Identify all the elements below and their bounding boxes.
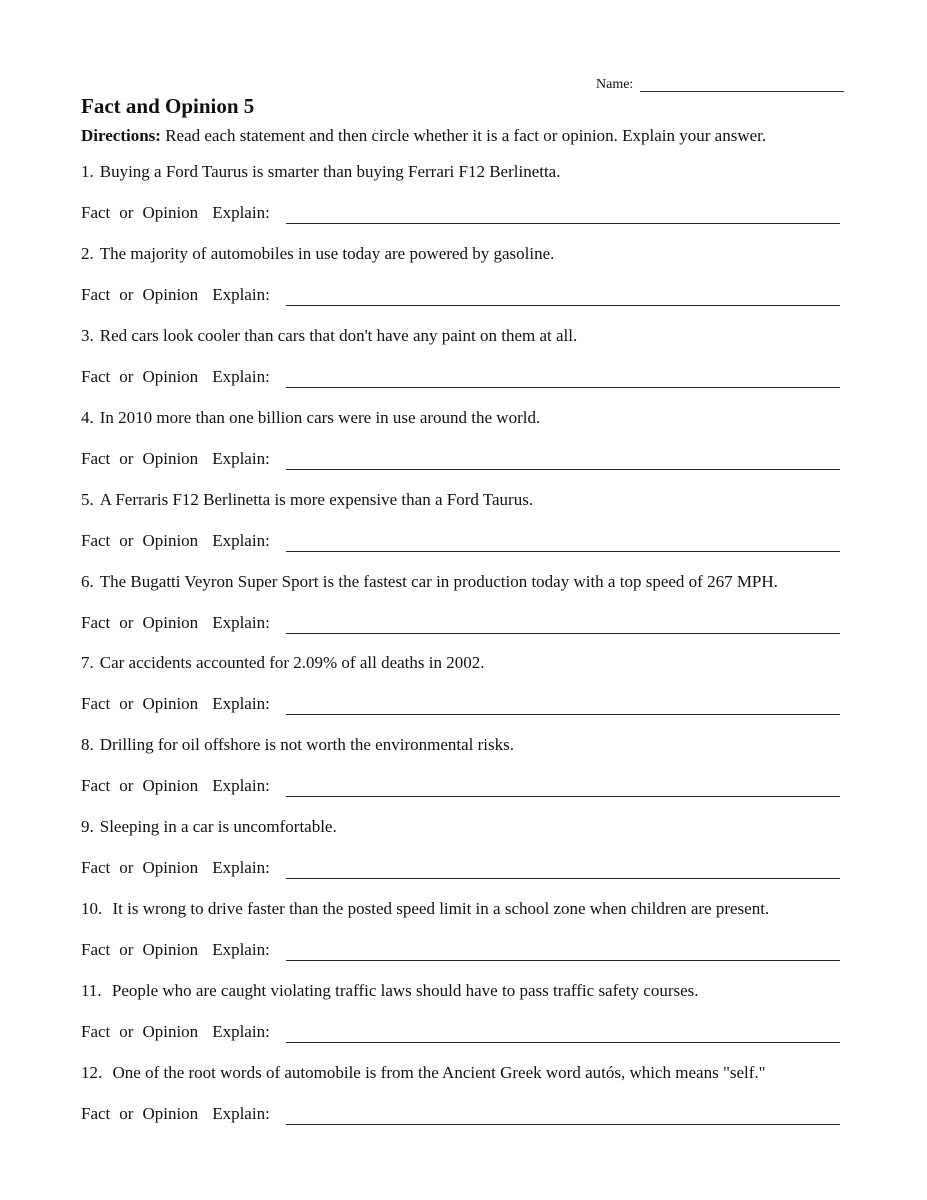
question-number: 4. — [81, 407, 94, 427]
question-text: People who are caught violating traffic laws should have to pass traffic safety courses. — [107, 981, 699, 1000]
question-number: 2. — [81, 243, 94, 263]
or-label: or — [119, 1022, 134, 1041]
question-item — [81, 408, 861, 488]
opinion-option[interactable]: Opinion — [142, 366, 199, 386]
answer-row — [81, 940, 270, 960]
question-item — [81, 735, 861, 815]
question-number: 6. — [81, 571, 94, 591]
question-statement — [81, 408, 540, 428]
question-text: Sleeping in a car is uncomfortable. — [99, 817, 337, 837]
explain-label: Explain: — [212, 284, 270, 304]
question-number: 5. — [81, 489, 94, 509]
question-item — [81, 653, 861, 733]
question-item — [81, 162, 861, 242]
explain-label: Explain: — [212, 366, 270, 386]
question-number: 9. — [81, 817, 94, 837]
or-label: or — [119, 203, 134, 222]
answer-row — [81, 1022, 270, 1042]
question-number: 7. — [81, 653, 94, 673]
question-number: 8. — [81, 735, 94, 755]
question-item — [81, 572, 861, 652]
explain-label: Explain: — [212, 694, 270, 714]
question-number: 1. — [81, 162, 94, 181]
name-label: Name: — [596, 77, 634, 92]
question-item — [81, 244, 861, 324]
question-statement — [81, 817, 337, 837]
opinion-option[interactable]: Opinion — [142, 530, 199, 550]
or-label: or — [119, 776, 134, 796]
question-item — [81, 326, 861, 406]
explain-label: Explain: — [212, 1022, 270, 1041]
question-item — [81, 490, 861, 570]
question-statement — [81, 326, 577, 346]
explain-answer-line[interactable] — [286, 551, 840, 552]
explain-label: Explain: — [212, 203, 270, 222]
explain-label: Explain: — [212, 858, 270, 878]
fact-option[interactable]: Fact — [81, 858, 111, 878]
answer-row — [81, 858, 270, 878]
question-text: It is wrong to drive faster than the posted speed limit in a school zone when children are present. — [108, 899, 770, 919]
explain-answer-line[interactable] — [286, 878, 840, 879]
explain-answer-line[interactable] — [286, 714, 840, 715]
question-text: Red cars look cooler than cars that don't have any paint on them at all. — [99, 325, 578, 345]
question-item — [81, 1063, 861, 1143]
answer-row — [81, 1104, 270, 1124]
page-title: Fact and Opinion 5 — [81, 94, 255, 118]
question-text: One of the root words of automobile is from the Ancient Greek word autós, which means "self." — [108, 1062, 766, 1082]
question-statement — [81, 1063, 766, 1083]
question-statement — [81, 244, 554, 264]
explain-answer-line[interactable] — [286, 796, 840, 797]
explain-label: Explain: — [212, 448, 270, 468]
opinion-option[interactable]: Opinion — [142, 940, 199, 960]
opinion-option[interactable]: Opinion — [142, 612, 199, 632]
answer-row — [81, 613, 270, 633]
or-label: or — [119, 530, 134, 550]
explain-label: Explain: — [212, 530, 270, 550]
question-text: Drilling for oil offshore is not worth the environmental risks. — [99, 735, 514, 755]
fact-option[interactable]: Fact — [81, 776, 111, 796]
question-number: 10. — [81, 899, 103, 919]
explain-answer-line[interactable] — [286, 960, 840, 961]
explain-answer-line[interactable] — [286, 223, 840, 224]
answer-row — [81, 776, 270, 796]
question-number: 3. — [81, 325, 94, 345]
answer-row — [81, 531, 270, 551]
answer-row — [81, 449, 270, 469]
question-text: Car accidents accounted for 2.09% of all deaths in 2002. — [99, 653, 485, 673]
or-label: or — [119, 448, 134, 468]
explain-answer-line[interactable] — [286, 305, 840, 306]
question-statement — [81, 735, 514, 755]
fact-option[interactable]: Fact — [81, 1022, 111, 1041]
question-statement — [81, 490, 533, 510]
answer-row — [81, 285, 270, 305]
question-statement — [81, 981, 699, 1001]
question-text: A Ferraris F12 Berlinetta is more expensive than a Ford Taurus. — [99, 489, 534, 509]
directions-label: Directions: — [81, 126, 161, 145]
explain-label: Explain: — [212, 776, 270, 796]
question-text: The Bugatti Veyron Super Sport is the fastest car in production today with a top speed of 267 MPH. — [99, 571, 778, 591]
opinion-option[interactable]: Opinion — [142, 776, 199, 796]
question-text: Buying a Ford Taurus is smarter than buying Ferrari F12 Berlinetta. — [99, 162, 561, 181]
fact-option[interactable]: Fact — [81, 366, 111, 386]
question-number: 12. — [81, 1062, 103, 1082]
question-text: The majority of automobiles in use today are powered by gasoline. — [99, 243, 555, 263]
question-item — [81, 817, 861, 897]
opinion-option[interactable]: Opinion — [142, 284, 199, 304]
explain-answer-line[interactable] — [286, 387, 840, 388]
explain-label: Explain: — [212, 940, 270, 960]
explain-answer-line[interactable] — [286, 1124, 840, 1125]
opinion-option[interactable]: Opinion — [142, 694, 199, 714]
fact-option[interactable]: Fact — [81, 203, 111, 222]
question-text: In 2010 more than one billion cars were in use around the world. — [99, 407, 541, 427]
explain-answer-line[interactable] — [286, 469, 840, 470]
name-input-line[interactable] — [640, 91, 844, 92]
explain-label: Explain: — [212, 612, 270, 632]
question-statement — [81, 653, 484, 673]
answer-row — [81, 694, 270, 714]
explain-answer-line[interactable] — [286, 633, 840, 634]
or-label: or — [119, 612, 134, 632]
fact-option[interactable]: Fact — [81, 1103, 111, 1123]
fact-option[interactable]: Fact — [81, 612, 111, 632]
answer-row — [81, 367, 270, 387]
or-label: or — [119, 858, 134, 878]
opinion-option[interactable]: Opinion — [142, 203, 199, 222]
question-statement — [81, 572, 778, 592]
fact-option[interactable]: Fact — [81, 940, 111, 960]
or-label: or — [119, 284, 134, 304]
question-item — [81, 899, 861, 979]
or-label: or — [119, 694, 134, 714]
explain-answer-line[interactable] — [286, 1042, 840, 1043]
directions — [81, 126, 766, 146]
fact-option[interactable]: Fact — [81, 284, 111, 304]
or-label: or — [119, 366, 134, 386]
answer-row — [81, 203, 270, 223]
fact-option[interactable]: Fact — [81, 530, 111, 550]
fact-option[interactable]: Fact — [81, 448, 111, 468]
opinion-option[interactable]: Opinion — [142, 858, 199, 878]
opinion-option[interactable]: Opinion — [142, 1103, 199, 1123]
fact-option[interactable]: Fact — [81, 694, 111, 714]
question-statement — [81, 899, 769, 919]
or-label: or — [119, 1103, 134, 1123]
opinion-option[interactable]: Opinion — [142, 448, 199, 468]
or-label: or — [119, 940, 134, 960]
explain-label: Explain: — [212, 1103, 270, 1123]
question-number: 11. — [81, 981, 102, 1000]
opinion-option[interactable]: Opinion — [142, 1022, 199, 1041]
directions-text: Read each statement and then circle whether it is a fact or opinion. Explain your answer. — [160, 126, 767, 145]
question-statement — [81, 162, 560, 182]
question-item — [81, 981, 861, 1061]
